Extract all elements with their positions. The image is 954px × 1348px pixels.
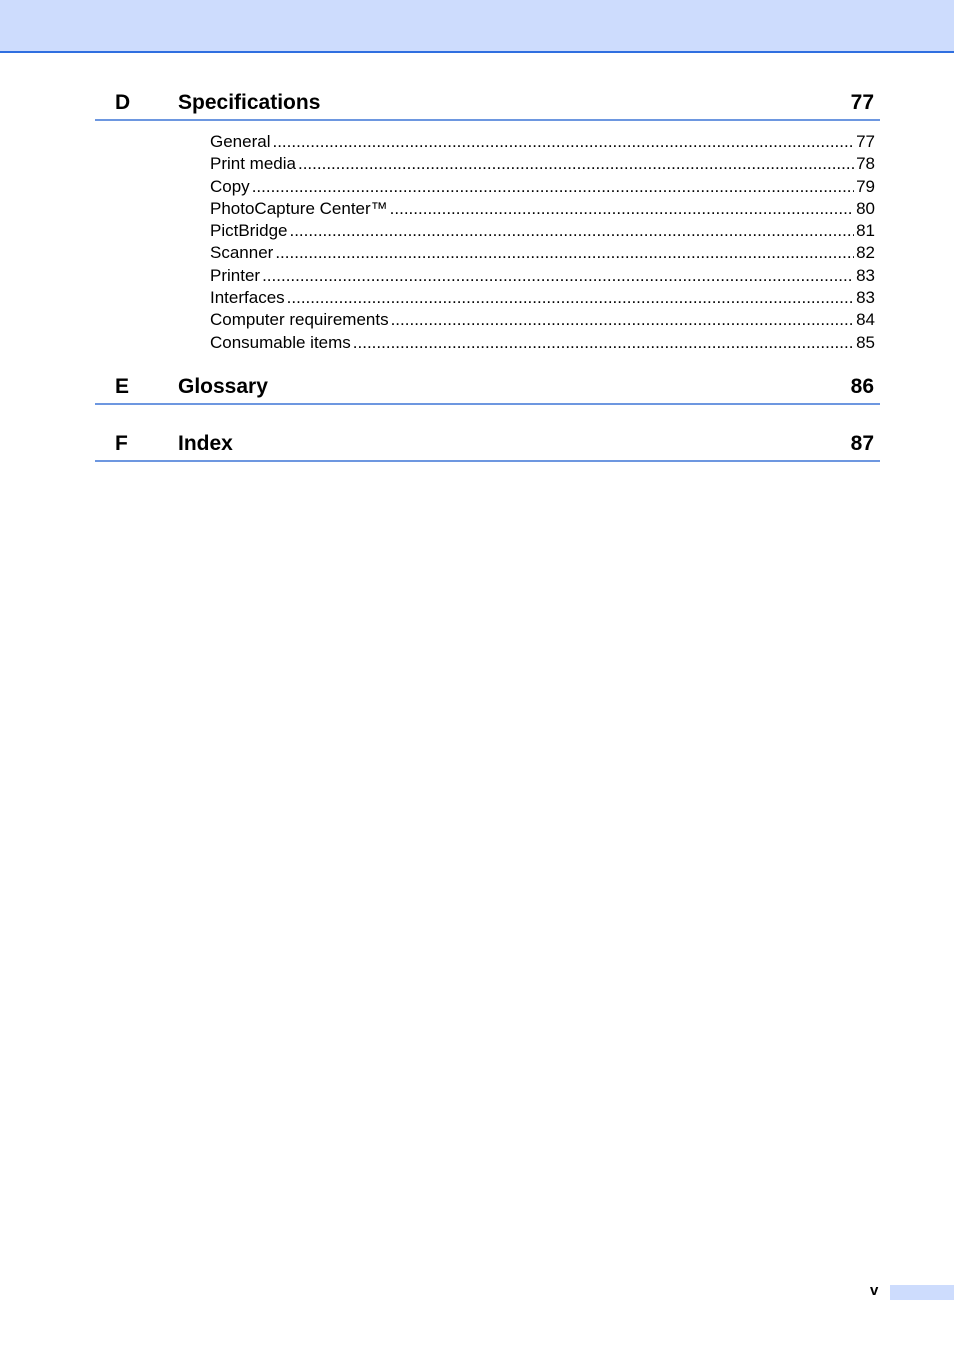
toc-entry-label: PictBridge [210, 221, 288, 241]
chapter-title: Glossary [178, 374, 268, 398]
toc-chapter-f [95, 427, 880, 462]
toc-chapter-e [95, 370, 880, 427]
toc-entry-label: Consumable items [210, 332, 351, 352]
toc-entry[interactable] [210, 309, 875, 331]
toc-entry-label: Print media [210, 154, 296, 174]
toc-entry-page: 81 [856, 221, 875, 241]
toc-entry-label: Scanner [210, 243, 274, 263]
toc-entry-page: 83 [856, 265, 875, 285]
toc-entry-label: Printer [210, 265, 261, 285]
toc-entry-label: Computer requirements [210, 310, 389, 330]
toc-entry[interactable] [210, 153, 875, 175]
chapter-heading[interactable] [95, 427, 880, 462]
toc-entry-label: Copy [210, 176, 250, 196]
toc-entry[interactable] [210, 287, 875, 309]
spacer [95, 405, 880, 427]
header-band [0, 0, 954, 53]
toc-entry-page: 85 [856, 332, 875, 352]
toc-entry-label: General [210, 132, 271, 151]
chapter-page-number: 87 [850, 431, 874, 455]
toc-entry-page: 84 [856, 310, 875, 330]
toc-entry[interactable] [210, 265, 875, 287]
chapter-page-number: 86 [850, 374, 874, 398]
toc-entry[interactable] [210, 332, 875, 354]
toc-entry[interactable] [210, 131, 875, 153]
chapter-letter: F [115, 431, 128, 455]
table-of-contents [95, 86, 880, 462]
toc-entry-page: 83 [856, 288, 875, 308]
chapter-title: Specifications [178, 91, 321, 114]
chapter-heading[interactable] [95, 370, 880, 405]
toc-entry-list [210, 121, 875, 354]
dot-leader [272, 131, 854, 153]
toc-entry-label: Interfaces [210, 288, 285, 308]
dot-leader [289, 220, 854, 242]
footer-tab [890, 1285, 954, 1300]
toc-chapter-d [95, 86, 880, 370]
spacer [95, 354, 880, 370]
dot-leader [353, 332, 854, 354]
toc-entry[interactable] [210, 198, 875, 220]
toc-entry-page: 77 [856, 132, 875, 151]
toc-entry-page: 78 [856, 154, 875, 174]
dot-leader [275, 242, 854, 264]
footer-page-number: v [870, 1282, 879, 1299]
toc-entry-label: PhotoCapture Center™ [210, 198, 388, 218]
dot-leader [262, 265, 854, 287]
chapter-letter: E [115, 374, 130, 398]
toc-entry-page: 82 [856, 243, 875, 263]
dot-leader [298, 153, 854, 175]
chapter-title: Index [178, 431, 233, 455]
dot-leader [391, 309, 855, 331]
toc-entry[interactable] [210, 242, 875, 264]
dot-leader [390, 198, 854, 220]
chapter-heading[interactable] [95, 86, 880, 121]
dot-leader [252, 176, 854, 198]
toc-entry-page: 79 [856, 176, 875, 196]
dot-leader [287, 287, 854, 309]
chapter-letter: D [115, 91, 131, 114]
chapter-page-number: 77 [850, 91, 874, 114]
toc-entry[interactable] [210, 220, 875, 242]
toc-entry[interactable] [210, 176, 875, 198]
toc-entry-page: 80 [856, 198, 875, 218]
